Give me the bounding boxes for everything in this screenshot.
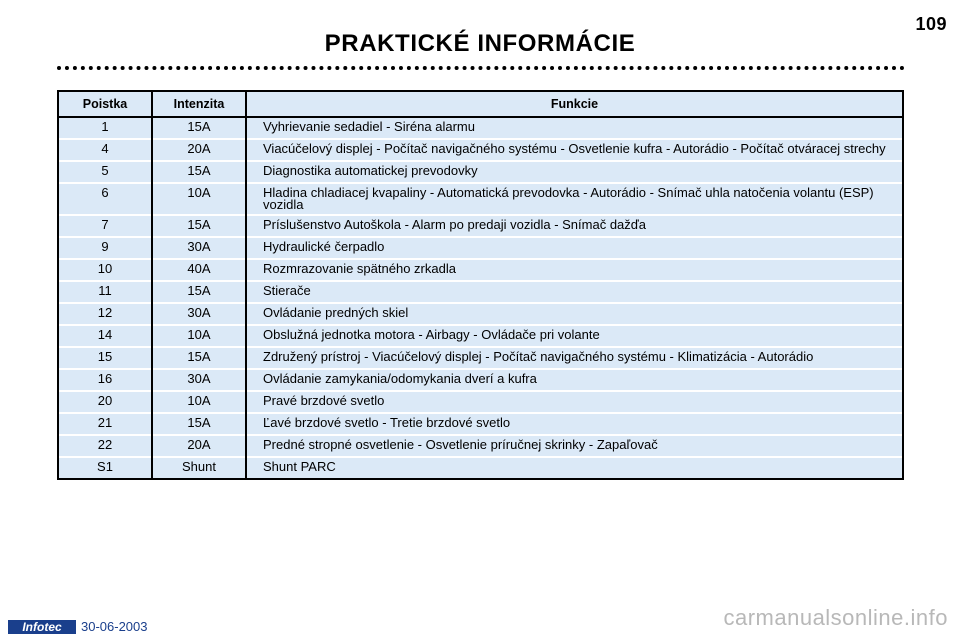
fuse-amperage: 15A [152,281,246,303]
table-row [58,369,903,391]
table-row [58,281,903,303]
fuse-number: 12 [58,303,152,325]
fuse-number: 1 [58,117,152,139]
fuse-amperage: 10A [152,325,246,347]
fuse-number: 5 [58,161,152,183]
fuse-function: Príslušenstvo Autoškola - Alarm po predaji vozidla - Snímač dažďa [246,215,903,237]
table-body [58,117,903,479]
table-row [58,457,903,479]
table-header-row [58,91,903,117]
infotec-logo: Infotec [8,620,76,634]
table-row [58,237,903,259]
table-row [58,435,903,457]
fuse-amperage: 10A [152,391,246,413]
fuse-amperage: 40A [152,259,246,281]
fuse-table [57,90,904,480]
fuse-function: Hladina chladiacej kvapaliny - Automatická prevodovka - Autorádio - Snímač uhla natočenia volantu (ESP) vozidla [246,183,903,215]
fuse-amperage: 15A [152,347,246,369]
fuse-number: 20 [58,391,152,413]
fuse-amperage: 20A [152,435,246,457]
fuse-function: Predné stropné osvetlenie - Osvetlenie príručnej skrinky - Zapaľovač [246,435,903,457]
fuse-function: Vyhrievanie sedadiel - Siréna alarmu [246,117,903,139]
table-row [58,117,903,139]
table-row [58,215,903,237]
table-row [58,347,903,369]
table-row [58,413,903,435]
fuse-function: Obslužná jednotka motora - Airbagy - Ovládače pri volante [246,325,903,347]
table-row [58,325,903,347]
fuse-number: 4 [58,139,152,161]
fuse-function: Shunt PARC [246,457,903,479]
fuse-function: Ovládanie predných skiel [246,303,903,325]
fuse-number: 6 [58,183,152,215]
table-row [58,303,903,325]
fuse-amperage: 10A [152,183,246,215]
fuse-number: 15 [58,347,152,369]
fuse-amperage: 15A [152,413,246,435]
fuse-function: Viacúčelový displej - Počítač navigačného systému - Osvetlenie kufra - Autorádio - Počítač otváracej strechy [246,139,903,161]
table-row [58,139,903,161]
footer-date: 30-06-2003 [81,619,148,634]
watermark-text: carmanualsonline.info [723,605,948,630]
fuse-function: Diagnostika automatickej prevodovky [246,161,903,183]
fuse-function: Stierače [246,281,903,303]
column-header-fuse: Poistka [58,91,152,117]
fuse-number: S1 [58,457,152,479]
table-row [58,161,903,183]
fuse-amperage: 30A [152,303,246,325]
fuse-amperage: 20A [152,139,246,161]
fuse-amperage: 15A [152,117,246,139]
page-number: 109 [915,14,947,34]
page-title: PRAKTICKÉ INFORMÁCIE [324,30,636,57]
fuse-number: 11 [58,281,152,303]
column-header-functions: Funkcie [246,91,903,117]
table-row [58,183,903,215]
dotted-divider [57,66,905,70]
fuse-function: Združený prístroj - Viacúčelový displej - Počítač navigačného systému - Klimatizácia - Autorádio [246,347,903,369]
fuse-function: Ovládanie zamykania/odomykania dverí a kufra [246,369,903,391]
fuse-amperage: 30A [152,369,246,391]
fuse-number: 22 [58,435,152,457]
fuse-function: Rozmrazovanie spätného zrkadla [246,259,903,281]
table-row [58,391,903,413]
fuse-amperage: 15A [152,161,246,183]
fuse-amperage: 30A [152,237,246,259]
table-row [58,259,903,281]
fuse-amperage: 15A [152,215,246,237]
fuse-number: 7 [58,215,152,237]
fuse-function: Pravé brzdové svetlo [246,391,903,413]
fuse-number: 14 [58,325,152,347]
fuse-number: 9 [58,237,152,259]
fuse-number: 21 [58,413,152,435]
column-header-amperage: Intenzita [152,91,246,117]
fuse-function: Hydraulické čerpadlo [246,237,903,259]
fuse-function: Ľavé brzdové svetlo - Tretie brzdové svetlo [246,413,903,435]
fuse-number: 16 [58,369,152,391]
fuse-amperage: Shunt [152,457,246,479]
fuse-number: 10 [58,259,152,281]
